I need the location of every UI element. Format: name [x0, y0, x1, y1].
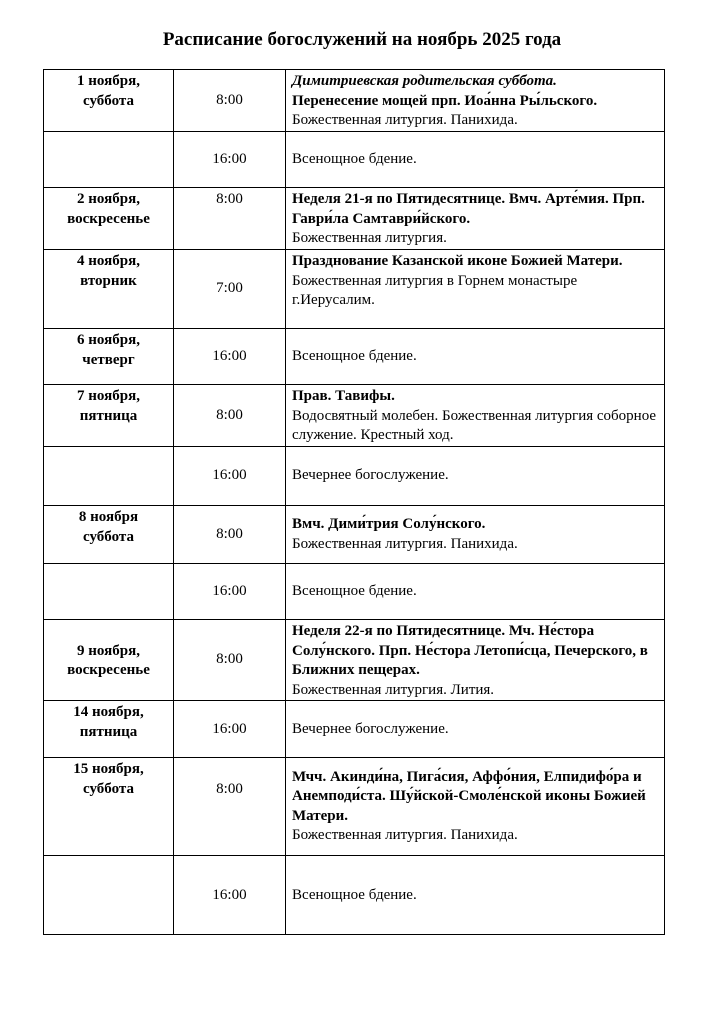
date-day: 15 ноября,: [73, 761, 144, 778]
date-cell: [44, 385, 174, 447]
schedule-row: [44, 70, 665, 132]
service-cell: [286, 250, 665, 329]
time-cell: 8:00: [174, 188, 286, 250]
service-cell: [286, 856, 665, 935]
schedule-row: [44, 447, 665, 506]
date-weekday: вторник: [80, 272, 137, 289]
service-cell: [286, 701, 665, 758]
schedule-row: [44, 564, 665, 620]
service-description: Всенощное бдение.: [292, 886, 417, 903]
time-cell: 8:00: [174, 758, 286, 856]
feast-title: Неделя 22-я по Пятидесятнице. Мч. Не́стора Солу́нского. Прп. Не́стора Летопи́сца, Печерского, в Ближних пещерах.: [292, 623, 648, 679]
schedule-row: [44, 132, 665, 188]
date-day: 8 ноября: [78, 509, 139, 525]
schedule-row: [44, 188, 665, 250]
feast-title: Празднование Казанской иконе Божией Матери.: [292, 253, 623, 269]
time-cell: 8:00: [174, 70, 286, 132]
date-weekday: пятница: [79, 723, 138, 740]
feast-title: Прав. Тавифы.: [292, 388, 395, 404]
time-cell: 7:00: [174, 250, 286, 329]
service-cell: [286, 564, 665, 620]
schedule-row: [44, 620, 665, 701]
service-cell: [286, 329, 665, 385]
schedule-row: [44, 856, 665, 935]
service-description: Всенощное бдение.: [292, 150, 417, 167]
date-cell: [44, 188, 174, 250]
service-description: Божественная литургия. Лития.: [292, 681, 495, 698]
time-cell: 16:00: [174, 329, 286, 385]
service-description: Вечернее богослужение.: [292, 467, 449, 484]
service-description: Всенощное бдение.: [292, 582, 417, 599]
date-day: 14 ноября,: [73, 704, 144, 721]
service-cell: [286, 447, 665, 506]
service-description: Божественная литургия. Панихида.: [292, 112, 518, 129]
date-cell: [44, 758, 174, 856]
service-cell: [286, 620, 665, 701]
service-description: Божественная литургия в Горнем монастыре г.Иерусалим.: [292, 272, 578, 309]
date-cell: [44, 701, 174, 758]
date-day: 7 ноября,: [77, 388, 140, 404]
date-day: 9 ноября,: [77, 642, 140, 659]
schedule-row: [44, 758, 665, 856]
date-cell: [44, 564, 174, 620]
date-cell: [44, 856, 174, 935]
schedule-row: [44, 701, 665, 758]
feast-title: Перенесение мощей прп. Иоа́нна Ры́льского.: [292, 92, 598, 109]
date-weekday: суббота: [83, 528, 134, 545]
service-cell: [286, 385, 665, 447]
date-day: 2 ноября,: [77, 191, 140, 207]
time-cell: 16:00: [174, 856, 286, 935]
time-cell: 16:00: [174, 564, 286, 620]
date-cell: [44, 250, 174, 329]
schedule-row: [44, 329, 665, 385]
service-cell: [286, 506, 665, 564]
service-cell: [286, 132, 665, 188]
date-day: 6 ноября,: [77, 332, 140, 348]
date-day: 1 ноября,: [77, 73, 140, 89]
time-cell: 8:00: [174, 506, 286, 564]
service-cell: [286, 758, 665, 856]
date-weekday: четверг: [82, 351, 135, 368]
time-cell: 16:00: [174, 701, 286, 758]
schedule-table: [43, 69, 665, 935]
service-description: Водосвятный молебен. Божественная литургия соборное служение. Крестный ход.: [292, 407, 657, 444]
service-cell: [286, 188, 665, 250]
date-weekday: пятница: [79, 407, 138, 424]
schedule-row: [44, 385, 665, 447]
service-description: Божественная литургия. Панихида.: [292, 827, 518, 844]
date-cell: [44, 506, 174, 564]
date-cell: [44, 329, 174, 385]
date-cell: [44, 447, 174, 506]
time-cell: 8:00: [174, 620, 286, 701]
date-day: 4 ноября,: [77, 253, 140, 269]
page-title: Расписание богослужений на ноябрь 2025 года: [162, 29, 562, 50]
schedule-row: [44, 506, 665, 564]
service-description: Всенощное бдение.: [292, 347, 417, 364]
feast-title: Мчч. Акинди́на, Пига́сия, Аффо́ния, Елпидифо́ра и Анемподи́ста. Шу́йской-Смоле́нской иконы Божией Матери.: [292, 768, 646, 824]
date-cell: [44, 620, 174, 701]
time-cell: 16:00: [174, 132, 286, 188]
service-description: Божественная литургия.: [292, 230, 447, 247]
time-cell: 16:00: [174, 447, 286, 506]
date-weekday: суббота: [83, 92, 134, 109]
date-weekday: воскресенье: [67, 662, 150, 679]
date-cell: [44, 70, 174, 132]
schedule-row: [44, 250, 665, 329]
feast-title: Вмч. Дими́трия Солу́нского.: [292, 515, 486, 532]
service-description: Божественная литургия. Панихида.: [292, 535, 518, 552]
feast-title: Неделя 21-я по Пятидесятнице. Вмч. Арте́мия. Прп. Гаври́ла Самтаври́йского.: [292, 191, 645, 227]
service-cell: [286, 70, 665, 132]
date-cell: [44, 132, 174, 188]
feast-title-italic: Димитриевская родительская суббота.: [292, 73, 557, 89]
service-description: Вечернее богослужение.: [292, 720, 449, 737]
time-cell: 8:00: [174, 385, 286, 447]
date-weekday: суббота: [83, 780, 134, 797]
date-weekday: воскресенье: [67, 210, 150, 227]
